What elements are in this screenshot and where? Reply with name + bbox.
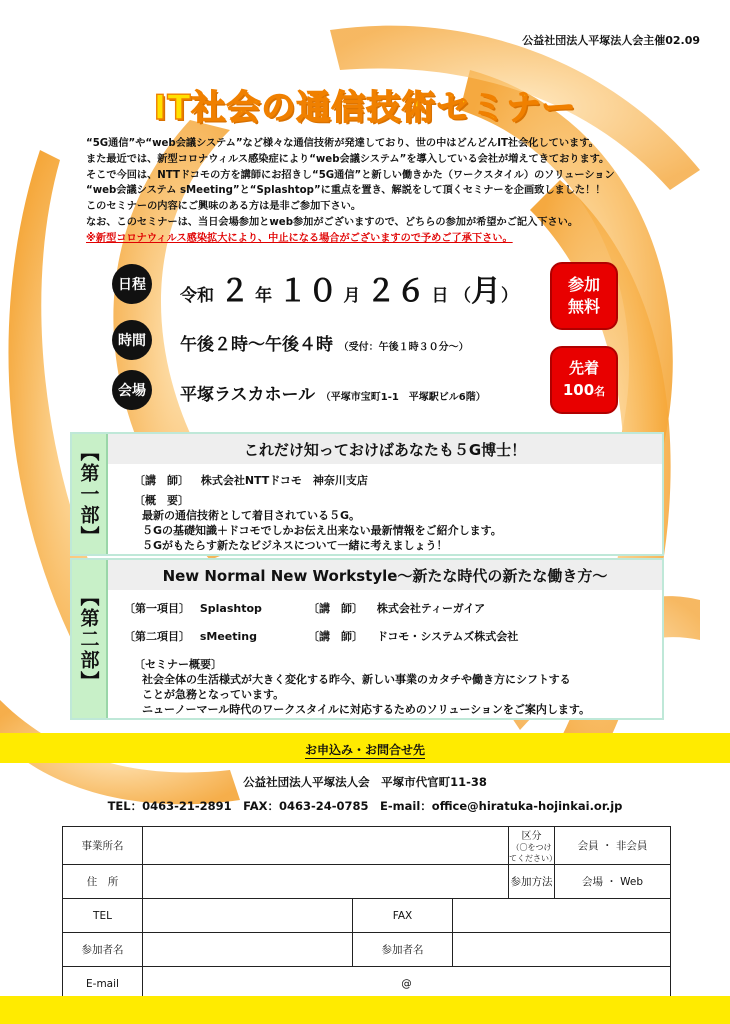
date-day-unit: 日	[431, 286, 449, 306]
part1-overview-line: 最新の通信技術として着目されている５G。	[142, 509, 361, 522]
contact-org: 公益社団法人平塚法人会 平塚市代官町11-38	[243, 775, 487, 789]
lecturer-label: 〔講 師〕	[308, 630, 363, 643]
event-time	[180, 330, 469, 355]
item-label: 〔第一項目〕	[124, 602, 190, 615]
part2-overview-line: ことが急務となっています。	[142, 688, 285, 701]
event-venue	[180, 380, 486, 405]
date-label-badge: 日程	[112, 264, 152, 304]
weekday-open: （	[454, 286, 472, 306]
intro-line: “web会議システム sMeeting”と“Splashtop”に重点を置き、解説をして頂くセミナーを企画致しました！！	[86, 185, 606, 197]
attendee-field-1[interactable]	[143, 933, 353, 967]
item-label: 〔第二項目〕	[124, 630, 190, 643]
email-label: E-mail	[63, 967, 143, 1001]
part2-item-lecturer	[308, 628, 518, 644]
fax-label: FAX	[353, 899, 453, 933]
attendee-field-2[interactable]	[453, 933, 671, 967]
part2-label: 【第二部】	[72, 560, 108, 718]
company-label: 事業所名	[63, 827, 143, 865]
organizer-header: 公益社団法人平塚法人会主催02.09	[522, 34, 700, 47]
cancellation-warning: ※新型コロナウィルス感染拡大により、中止になる場合がございますので予めご了承下さい。	[86, 232, 513, 244]
intro-text	[86, 136, 686, 247]
part2-item	[124, 600, 262, 616]
date-month-unit: 月	[343, 286, 361, 306]
company-field[interactable]	[143, 827, 509, 865]
time-label-badge: 時間	[112, 320, 152, 360]
lecturer-name: ドコモ・システムズ株式会社	[376, 630, 519, 643]
contact-title-text: お申込み・お問合せ先	[304, 743, 425, 757]
badge-limit-line: 先着	[568, 359, 599, 377]
intro-line: “5G通信”や“web会議システム”など様々な通信技術が発達しており、世の中はどんどんIT社会化しています。	[86, 138, 599, 149]
category-label	[509, 827, 558, 865]
page-title: IT社会の通信技術セミナー	[153, 88, 577, 128]
part1-overview-label: 〔概 要〕	[134, 494, 189, 507]
part2-overview-label: 〔セミナー概要〕	[134, 658, 222, 671]
part2-overview-line: ニューノーマール時代のワークスタイルに対応するためのソリューションをご案内します。	[142, 703, 591, 716]
registration-form	[62, 826, 671, 1001]
email-at-symbol: @	[401, 977, 412, 990]
date-weekday: 月	[471, 274, 502, 309]
date-day: ２６	[365, 274, 426, 309]
free-admission-badge	[550, 262, 618, 330]
contact-title	[0, 741, 730, 758]
intro-line: そこで今回は、NTTドコモの方を講師にお招きし“5G通信”と新しい働きかた（ワークスタイル）のソリューション	[86, 169, 615, 181]
member-choice[interactable]: 会員 ・ 非会員	[555, 827, 671, 865]
lecturer-label: 〔講 師〕	[308, 602, 363, 615]
intro-line: このセミナーの内容にご興味のある方は是非ご参加下さい。	[86, 201, 362, 213]
badge-free-line: 無料	[567, 297, 600, 316]
part2-item	[124, 628, 257, 644]
lecturer-name: 株式会社ティーガイア	[376, 602, 486, 615]
venue-name: 平塚ラスカホール	[180, 385, 316, 405]
bottom-band	[0, 996, 730, 1024]
part1-section	[70, 432, 664, 556]
date-year-unit: 年	[255, 286, 273, 306]
tel-field[interactable]	[143, 899, 353, 933]
item-name: sMeeting	[199, 630, 257, 643]
attendee-label-1: 参加者名	[63, 933, 143, 967]
date-era: 令和	[180, 286, 214, 306]
badge-free-line: 参加	[567, 275, 600, 294]
item-name: Splashtop	[199, 602, 262, 615]
badge-limit-unit: 名	[594, 385, 606, 398]
part1-overview-line: ５Gがもたらす新たなビジネスについて一緒に考えましょう！	[142, 539, 448, 552]
capacity-badge	[550, 346, 618, 414]
date-month: １０	[277, 274, 338, 309]
event-date	[180, 266, 518, 310]
time-value: 午後２時～午後４時	[180, 335, 333, 355]
part2-title: New Normal New Workstyle～新たな時代の新たな働き方～	[108, 560, 662, 590]
address-field[interactable]	[143, 865, 509, 899]
lecturer-name: 株式会社NTTドコモ 神奈川支店	[200, 474, 368, 487]
part1-title: これだけ知っておけばあなたも５G博士！	[108, 434, 662, 464]
category-text: 区分	[521, 831, 542, 842]
intro-line: なお、このセミナーは、当日会場参加とweb参加がございますので、どちらの参加が希望かご記入下さい。	[86, 216, 579, 228]
venue-note: （平塚市宝町1-1 平塚駅ビル6階）	[320, 392, 486, 403]
weekday-close: ）	[501, 286, 519, 306]
part1-lecturer	[134, 472, 368, 488]
venue-label-badge: 会場	[112, 370, 152, 410]
address-label: 住 所	[63, 865, 143, 899]
time-note: （受付：午後１時３０分～）	[338, 342, 469, 353]
part1-label: 【第一部】	[72, 434, 108, 554]
intro-line: また最近では、新型コロナウィルス感染症により“web会議システム”を導入している会社が増えてきております。	[86, 153, 610, 165]
method-label: 参加方法	[509, 865, 555, 899]
method-choice[interactable]: 会場 ・ Web	[555, 865, 671, 899]
part2-item-lecturer	[308, 600, 485, 616]
contact-phone-email: TEL：0463-21-2891 FAX：0463-24-0785 E-mail：office@hiratuka-hojinkai.or.jp	[107, 799, 623, 813]
category-note: （〇をつけてください）	[509, 843, 558, 863]
tel-label: TEL	[63, 899, 143, 933]
lecturer-label: 〔講 師〕	[134, 474, 189, 487]
date-year: ２	[219, 274, 250, 309]
part2-section	[70, 558, 664, 720]
badge-limit-count: 100	[562, 381, 595, 399]
fax-field[interactable]	[453, 899, 671, 933]
part1-overview-line: ５Gの基礎知識＋ドコモでしかお伝え出来ない最新情報をご紹介します。	[142, 524, 502, 537]
part2-overview-line: 社会全体の生活様式が大きく変化する昨今、新しい事業のカタチや働き方にシフトする	[142, 673, 571, 686]
attendee-label-2: 参加者名	[353, 933, 453, 967]
